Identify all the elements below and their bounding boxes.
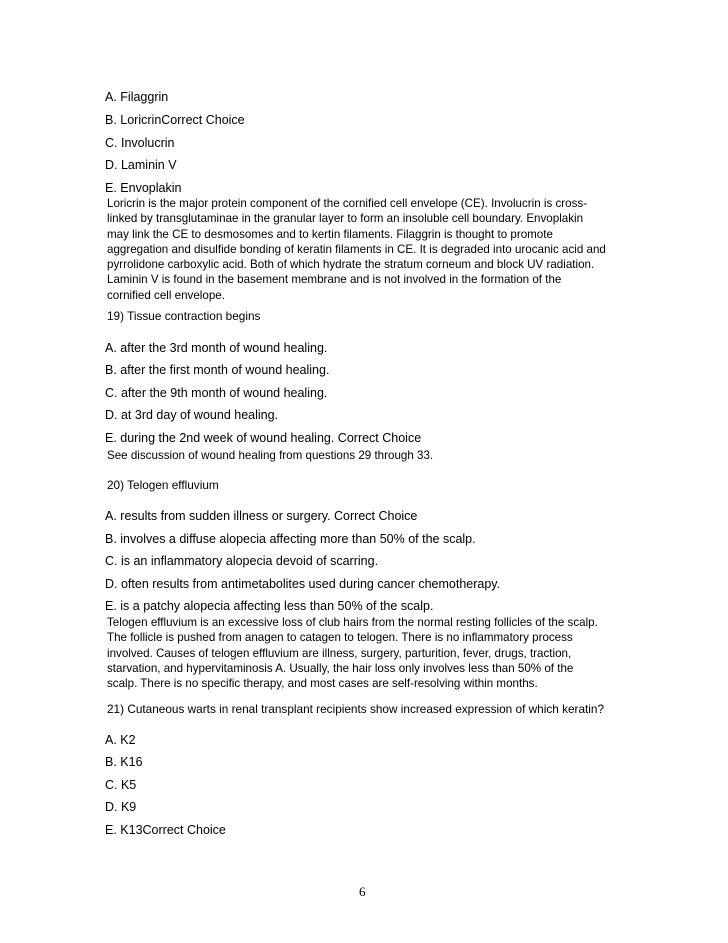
option-c: C. after the 9th month of wound healing.	[105, 386, 328, 400]
question-21: 21) Cutaneous warts in renal transplant recipients show increased expression of which keratin?	[107, 702, 605, 716]
option-a: A. results from sudden illness or surgery. Correct Choice	[105, 509, 418, 523]
explanation-line: involved. Causes of telogen effluvium are illness, surgery, parturition, fever, drugs, traction,	[107, 646, 572, 660]
option-a: A. Filaggrin	[105, 90, 169, 104]
explanation-line: may link the CE to desmosomes and to kertin filaments. Filaggrin is thought to promote	[107, 227, 553, 241]
option-a: A. K2	[105, 733, 136, 747]
explanation-line: pyrrolidone carboxylic acid. Both of which hydrate the stratum corneum and block UV radiation.	[107, 258, 595, 272]
option-b: B. involves a diffuse alopecia affecting more than 50% of the scalp.	[105, 532, 476, 546]
explanation-line: aggregation and disulfide bonding of keratin filaments in CE. It is degraded into urocanic acid and	[107, 242, 606, 256]
explanation-line: Laminin V is found in the basement membrane and is not involved in the formation of the	[107, 273, 562, 287]
explanation-line: See discussion of wound healing from questions 29 through 33.	[107, 449, 434, 462]
explanation-line: Telogen effluvium is an excessive loss of club hairs from the normal resting follicles of the scalp.	[107, 616, 598, 629]
question-19: 19) Tissue contraction begins	[107, 309, 261, 323]
option-d: D. at 3rd day of wound healing.	[105, 408, 279, 422]
explanation-line: linked by transglutaminae in the granular layer to form an insoluble cell boundary. Envoplakin	[107, 212, 584, 226]
option-e: E. during the 2nd week of wound healing. Correct Choice	[105, 431, 422, 445]
option-d: D. K9	[105, 800, 137, 814]
option-e: E. K13Correct Choice	[105, 823, 226, 837]
option-b: B. after the first month of wound healing.	[105, 363, 330, 377]
option-b: B. LoricrinCorrect Choice	[105, 113, 245, 127]
option-c: C. Involucrin	[105, 136, 175, 150]
explanation-line: The follicle is pushed from anagen to catagen to telogen. There is no inflammatory process	[107, 631, 573, 645]
explanation-line: starvation, and hypervitaminosis A. Usually, the hair loss only involves less than 50% of the	[107, 661, 574, 675]
page-number: 6	[359, 884, 366, 899]
option-c: C. K5	[105, 778, 137, 792]
option-e: E. is a patchy alopecia affecting less than 50% of the scalp.	[105, 599, 434, 613]
explanation-block1	[107, 196, 627, 303]
option-d: D. often results from antimetabolites used during cancer chemotherapy.	[105, 577, 501, 591]
option-c: C. is an inflammatory alopecia devoid of scarring.	[105, 554, 379, 568]
explanation-line: Loricrin is the major protein component of the cornified cell envelope (CE). Involucrin is cross-	[107, 197, 588, 210]
explanation-q19	[107, 448, 627, 463]
option-d: D. Laminin V	[105, 158, 177, 172]
explanation-line: cornified cell envelope.	[107, 288, 225, 302]
question-20: 20) Telogen effluvium	[107, 478, 219, 492]
option-e: E. Envoplakin	[105, 181, 182, 195]
explanation-line: scalp. There is no specific therapy, and most cases are self-resolving within months.	[107, 677, 538, 691]
option-b: B. K16	[105, 755, 143, 769]
explanation-q20	[107, 615, 627, 691]
option-a: A. after the 3rd month of wound healing.	[105, 341, 328, 355]
